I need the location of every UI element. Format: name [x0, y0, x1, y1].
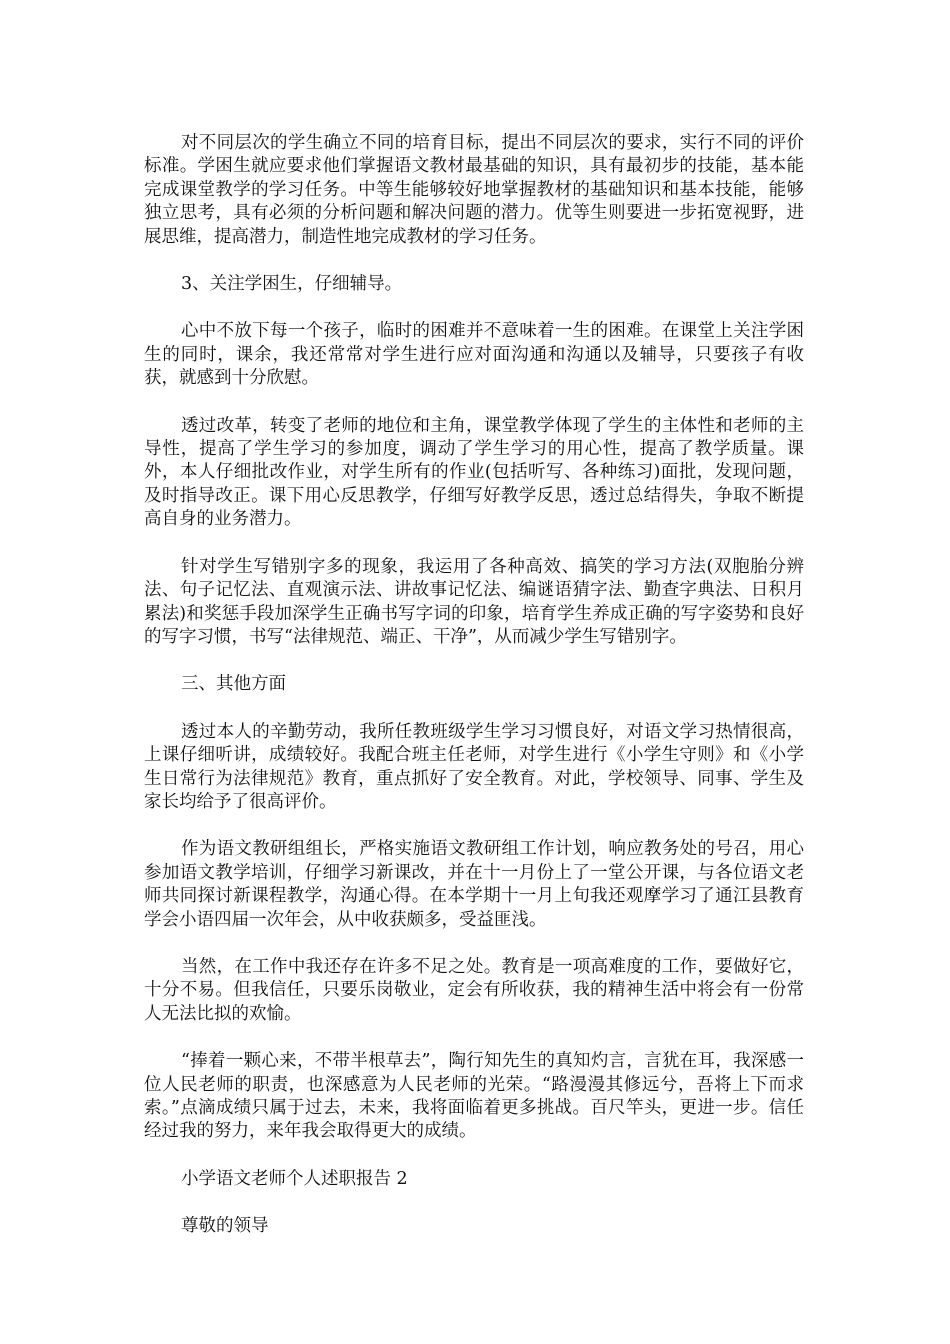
heading-other-aspects: 三、其他方面	[181, 674, 286, 695]
paragraph-closing-quote: “捧着一颗心来，不带半根草去”，陶行知先生的真知灼言，言犹在耳，我深感一位人民老师的职责，也深感意为人民老师的光荣。“路漫漫其修远兮，吾将上下而求索。”点滴成绩只属于过去，未来，我将面临着更多挑战。百尺竿头，更进一步。信任经过我的努力，来年我会取得更大的成绩。	[144, 1051, 804, 1142]
paragraph-tiered-goals: 对不同层次的学生确立不同的培育目标，提出不同层次的要求，实行不同的评价标准。学困生就应要求他们掌握语文教材最基础的知识，具有最初步的技能，基本能完成课堂教学的学习任务。中等生能够较好地掌握教材的基础知识和基本技能，能够独立思考，具有必须的分析问题和解决问题的潜力。优等生则要进一步拓宽视野，进展思维，提高潜力，制造性地完成教材的学习任务。	[144, 133, 804, 247]
salutation: 尊敬的领导	[181, 1216, 269, 1237]
paragraph-shortcomings: 当然，在工作中我还存在许多不足之处。教育是一项高难度的工作，要做好它，十分不易。但我信任，只要乐岗敬业，定会有所收获，我的精神生活中将会有一份常人无法比拟的欢愉。	[144, 956, 804, 1024]
paragraph-research-group: 作为语文教研组组长，严格实施语文教研组工作计划，响应教务处的号召，用心参加语文教学培训，仔细学习新课改，并在十一月份上了一堂公开课，与各位语文老师共同探讨新课程教学，沟通心得。在本学期十一月上旬我还观摩学习了通江县教育学会小语四届一次年会，从中收获颇多，受益匪浅。	[144, 839, 804, 930]
paragraph-teaching-reform: 透过改革，转变了老师的地位和主角，课堂教学体现了学生的主体性和老师的主导性，提高了学生学习的参加度，调动了学生学习的用心性，提高了教学质量。课外，本人仔细批改作业，对学生所有的作业(包括听写、各种练习)面批，发现问题，及时指导改正。课下用心反思教学，仔细写好教学反思，透过总结得失，争取不断提高自身的业务潜力。	[144, 415, 804, 530]
document-body	[144, 132, 804, 1263]
heading-struggling-students: 3、关注学困生，仔细辅导。	[181, 274, 403, 295]
paragraph-typo-methods: 针对学生写错别字多的现象，我运用了各种高效、搞笑的学习方法(双胞胎分辨法、句子记忆法、直观演示法、讲故事记忆法、编谜语猜字法、勤查字典法、日积月累法)和奖惩手段加深学生正确书写字词的印象，培育学生养成正确的写字姿势和良好的写字习惯，书写“法律规范、端正、干净”，从而减少学生写错别字。	[144, 556, 804, 647]
paragraph-care-for-students: 心中不放下每一个孩子，临时的困难并不意味着一生的困难。在课堂上关注学困生的同时，课余，我还常常对学生进行应对面沟通和沟通以及辅导，只要孩子有收获，就感到十分欣慰。	[144, 321, 804, 389]
paragraph-class-results: 透过本人的辛勤劳动，我所任教班级学生学习习惯良好，对语文学习热情很高，上课仔细听讲，成绩较好。我配合班主任老师，对学生进行《小学生守则》和《小学生日常行为法律规范》教育，重点抓好了安全教育。对此，学校领导、同事、学生及家长均给予了很高评价。	[144, 721, 804, 812]
report-title-2: 小学语文老师个人述职报告 2	[181, 1168, 408, 1189]
